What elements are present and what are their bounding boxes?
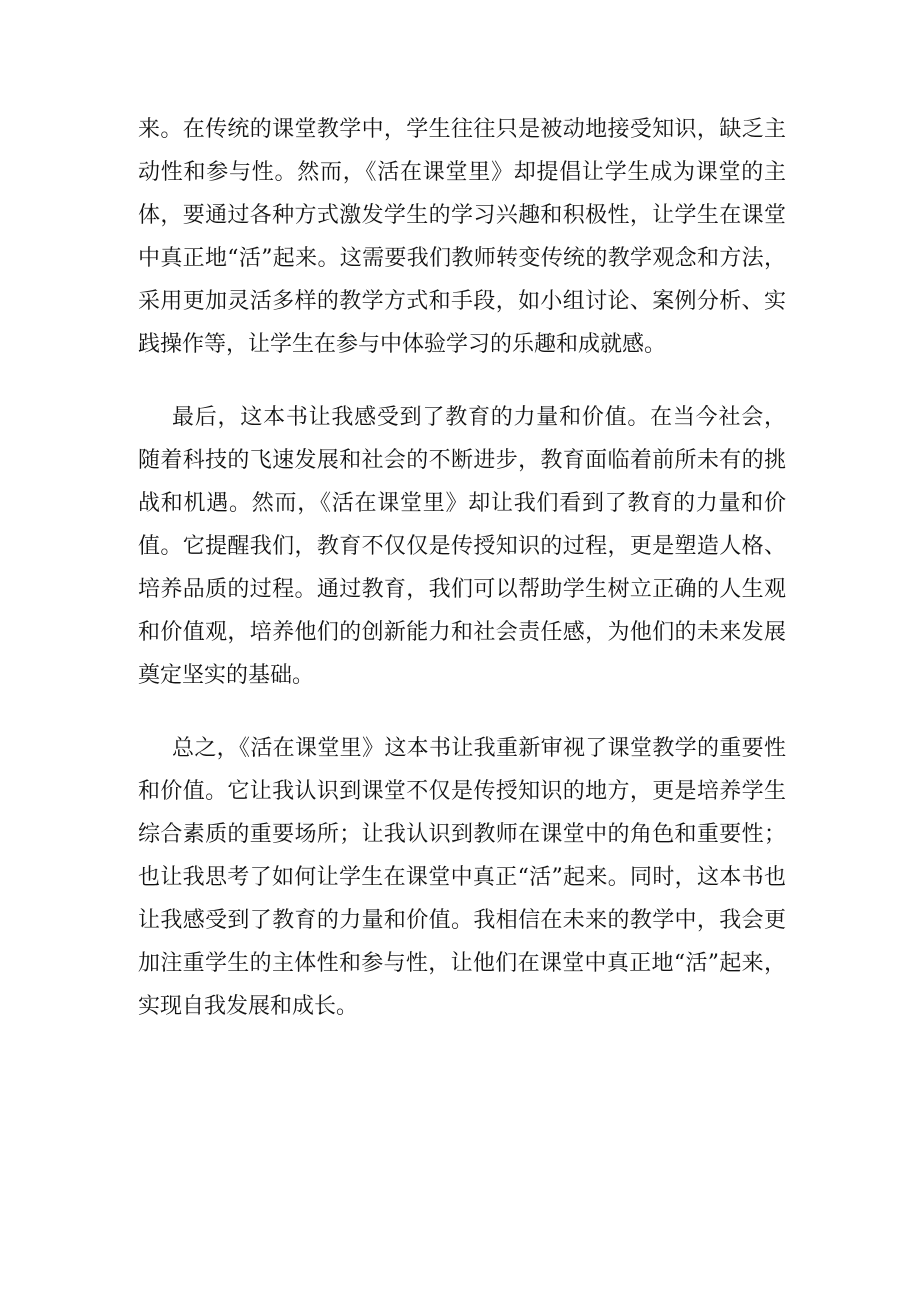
paragraph-continuation: 来。在传统的课堂教学中，学生往往只是被动地接受知识，缺乏主动性和参与性。然而，《活在课堂里》却提倡让学生成为课堂的主体，要通过各种方式激发学生的学习兴趣和积极性，让学生在课堂中真正地“活”起来。这需要我们教师转变传统的教学观念和方法，采用更加灵活多样的教学方式和手段，如小组讨论、案例分析、实践操作等，让学生在参与中体验学习的乐趣和成就感。 xyxy=(138,117,786,357)
paragraph-conclusion: 总之，《活在课堂里》这本书让我重新审视了课堂教学的重要性和价值。它让我认识到课堂不仅是传授知识的地方，更是培养学生综合素质的重要场所；让我认识到教师在课堂中的角色和重要性；也让我思考了如何让学生在课堂中真正“活”起来。同时，这本书也让我感受到了教育的力量和价值。我相信在未来的教学中，我会更加注重学生的主体性和参与性，让他们在课堂中真正地“活”起来，实现自我发展和成长。 xyxy=(138,736,786,1019)
document-body xyxy=(138,108,786,1028)
paragraph-finally: 最后，这本书让我感受到了教育的力量和价值。在当今社会，随着科技的飞速发展和社会的不断进步，教育面临着前所未有的挑战和机遇。然而，《活在课堂里》却让我们看到了教育的力量和价值。它提醒我们，教育不仅仅是传授知识的过程，更是塑造人格、培养品质的过程。通过教育，我们可以帮助学生树立正确的人生观和价值观，培养他们的创新能力和社会责任感，为他们的未来发展奠定坚实的基础。 xyxy=(138,405,786,688)
